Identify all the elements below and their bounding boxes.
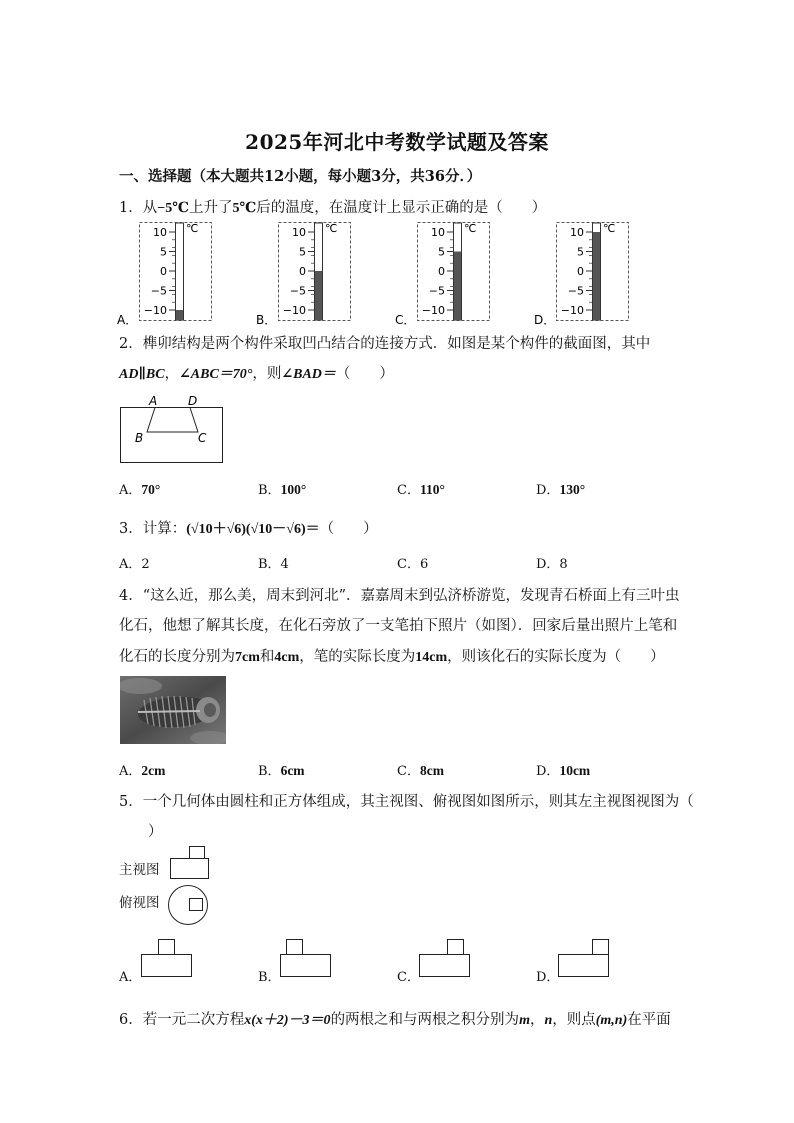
q4-option-d[interactable]: [536, 760, 590, 779]
q5-top-view: [166, 884, 212, 928]
q1-thermometer-b[interactable]: [256, 222, 351, 327]
q2-end: （ ）: [335, 366, 394, 382]
q2-point-a: A: [149, 394, 158, 408]
q1-tick-label: −10: [421, 304, 445, 317]
q4-option-c-label: C．: [397, 764, 420, 779]
q4-option-a-value: 2cm: [141, 763, 166, 778]
q1-tick-label: 10: [292, 226, 306, 239]
q6-post: 在平面: [627, 1012, 671, 1028]
q4-option-c-value: 8cm: [419, 763, 444, 778]
q1-tick-label: 5: [299, 245, 306, 259]
q2-asked-angle: ∠BAD＝: [281, 367, 336, 382]
q4-option-b-label: B．: [258, 764, 281, 779]
q3-post: （ ）: [319, 521, 378, 537]
question-4-line-2: 化石，他想了解其长度，在化石旁放了一支笔拍下照片（如图）．回家后量出照片上笔和: [119, 618, 678, 634]
q2-option-c[interactable]: [397, 479, 445, 498]
q1-option-label: A．: [117, 313, 138, 327]
question-5-line-1: 5．一个几何体由圆柱和正方体组成，其主视图、俯视图如图所示，则其左主视图视图为（: [119, 794, 694, 810]
q1-tick-label: 0: [577, 265, 584, 278]
q3-option-b[interactable]: B．4: [258, 557, 289, 572]
q1-option-label: C．: [395, 313, 416, 327]
q1-tick-label: −10: [143, 304, 167, 317]
q5-front-view: [168, 844, 214, 882]
q1-tick-label: 5: [438, 245, 445, 259]
q2-point-b: B: [135, 431, 144, 445]
q1-unit-label: ℃: [464, 222, 477, 235]
q2-option-b[interactable]: [258, 479, 306, 498]
q5-option-d-figure[interactable]: [555, 936, 615, 980]
q2-condition-angle: ∠ABC＝70°: [179, 367, 253, 382]
q3-pre: 3．计算：: [119, 521, 187, 537]
q4-actual-pen-length: 14cm: [415, 650, 448, 665]
q4-l3c: ，笔的实际长度为: [299, 649, 416, 665]
q1-mercury-column: [454, 252, 461, 321]
q4-photo-pen-length: 7cm: [235, 650, 260, 665]
q3-option-a[interactable]: A．2: [119, 557, 150, 572]
q2-sep: ，: [164, 366, 180, 382]
q2-point-c: C: [198, 431, 207, 445]
q1-tick-label: −10: [282, 304, 306, 317]
q5-option-b-figure[interactable]: [277, 936, 337, 980]
q2-mid: ，则: [252, 366, 282, 382]
q1-tick-label: 5: [577, 245, 584, 259]
q1-mid: 上升了: [189, 200, 233, 216]
question-2-line-1: 2．榫卯结构是两个构件采取凹凸结合的连接方式．如图是某个构件的截面图，其中: [119, 336, 651, 352]
q1-value-1: −5℃: [157, 201, 189, 216]
question-4-line-3: [119, 645, 665, 666]
q1-thermometer-a[interactable]: [117, 222, 212, 327]
q1-mercury-column: [593, 232, 600, 320]
q2-option-c-value: 110°: [419, 482, 445, 497]
question-5-line-2: ）: [119, 824, 163, 840]
q2-option-d-label: D．: [536, 483, 560, 498]
q1-pre: 1．从: [119, 200, 158, 216]
q2-option-a-value: 70°: [141, 482, 161, 497]
q5-front-view-label: 主视图: [119, 862, 160, 878]
q6-var-m: m: [519, 1013, 530, 1028]
question-4-line-1: 4．“这么近，那么美，周末到河北”．嘉嘉周末到弘济桥游览，发现青石桥面上有三叶虫: [119, 588, 680, 604]
q1-tick-label: 10: [153, 226, 167, 239]
q1-option-label: D．: [534, 313, 556, 327]
q6-point: (m,n): [595, 1013, 628, 1028]
q1-tick-label: 10: [570, 226, 584, 239]
q2-condition-parallel: AD∥BC: [119, 367, 165, 382]
q5-option-a-figure[interactable]: [138, 936, 198, 980]
q4-option-b-value: 6cm: [280, 763, 305, 778]
q4-l3a: 化石的长度分别为: [119, 649, 235, 665]
q1-thermometer-d[interactable]: [534, 222, 629, 327]
question-3-text: [119, 517, 378, 538]
q1-tick-label: −5: [428, 284, 445, 298]
q6-mid2: ，则点: [552, 1012, 596, 1028]
section-header: 一、选择题（本大题共12小题，每小题3分，共36分．）: [119, 168, 482, 185]
q6-mid: 的两根之和与两根之积分别为: [330, 1012, 520, 1028]
q6-sep: ，: [529, 1012, 545, 1028]
question-1-text: [119, 196, 546, 217]
q5-top-view-label: 俯视图: [119, 895, 160, 911]
q1-value-2: 5℃: [232, 201, 257, 216]
q3-expression: (√10＋√6)(√10－√6)＝: [186, 522, 320, 537]
q6-var-n: n: [544, 1013, 553, 1028]
q2-trapezoid-shape: [147, 408, 198, 433]
trilobite-fossil-photo: [120, 676, 226, 744]
q1-tick-label: 0: [160, 265, 167, 278]
q2-trapezoid-figure: [118, 392, 228, 467]
question-6-text: [119, 1008, 671, 1029]
q2-point-d: D: [188, 394, 198, 408]
q2-option-a-label: A．: [119, 483, 142, 498]
q2-option-d[interactable]: [536, 479, 585, 498]
q2-option-d-value: 130°: [559, 482, 586, 497]
q6-equation: x(x＋2)－3＝0: [244, 1013, 331, 1028]
q2-option-b-value: 100°: [280, 482, 307, 497]
q5-option-a-label[interactable]: A．: [119, 970, 142, 985]
q1-tick-label: −5: [150, 284, 167, 298]
q4-option-b[interactable]: [258, 760, 305, 779]
question-2-line-2: [119, 362, 394, 383]
q3-option-d[interactable]: D．8: [536, 557, 568, 572]
q4-option-d-label: D．: [536, 764, 560, 779]
q1-tick-label: 10: [431, 226, 445, 239]
q5-option-c-label[interactable]: C．: [397, 970, 420, 985]
q1-tick-label: 5: [160, 245, 167, 259]
q1-tick-label: 0: [438, 265, 445, 278]
q1-mercury-column: [315, 271, 322, 320]
q6-pre: 6．若一元二次方程: [119, 1012, 245, 1028]
q1-tick-label: 0: [299, 265, 306, 278]
q1-option-label: B．: [256, 313, 277, 327]
q1-tick-label: −5: [567, 284, 584, 298]
q1-thermometer-c[interactable]: [395, 222, 490, 327]
q2-option-c-label: C．: [397, 483, 420, 498]
q1-thermometer-figures: [117, 220, 647, 328]
q3-option-c[interactable]: C．6: [397, 557, 429, 572]
q2-option-a[interactable]: [119, 479, 160, 498]
q1-thermometer-tube: [176, 223, 184, 320]
q1-unit-label: ℃: [603, 222, 616, 235]
q4-photo-fossil-length: 4cm: [274, 650, 300, 665]
q1-tick-label: −5: [289, 284, 306, 298]
q4-l3d: ，则该化石的实际长度为（ ）: [447, 649, 665, 665]
q4-option-c[interactable]: [397, 760, 444, 779]
q2-option-b-label: B．: [258, 483, 281, 498]
q5-option-b-label[interactable]: B．: [258, 970, 281, 985]
q1-unit-label: ℃: [325, 222, 338, 235]
q4-option-a[interactable]: [119, 760, 165, 779]
page-title: 2025年河北中考数学试题及答案: [245, 130, 549, 154]
q1-tick-label: −10: [560, 304, 584, 317]
q1-post: 后的温度，在温度计上显示正确的是（ ）: [256, 200, 547, 216]
q1-mercury-column: [176, 310, 183, 320]
q4-l3b: 和: [259, 649, 275, 665]
q5-option-d-label[interactable]: D．: [536, 970, 560, 985]
q4-option-d-value: 10cm: [559, 763, 591, 778]
q4-option-a-label: A．: [119, 764, 142, 779]
q5-option-c-figure[interactable]: [416, 936, 476, 980]
q1-unit-label: ℃: [186, 222, 199, 235]
